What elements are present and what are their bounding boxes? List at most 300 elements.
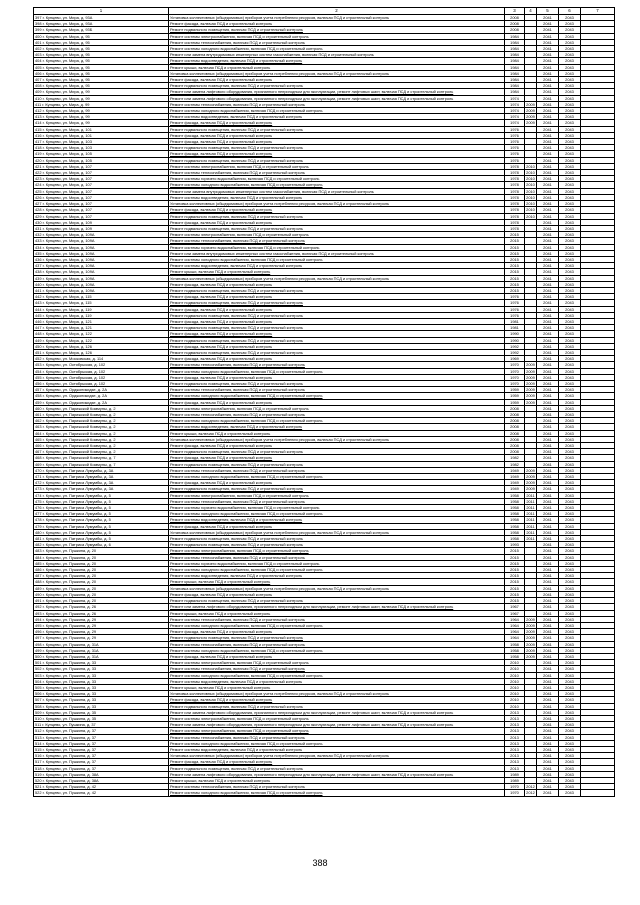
row-number: 492 <box>35 604 42 610</box>
row-work-type: Ремонт подвального помещения, включая ПСД и строительный контроль <box>169 349 505 355</box>
row-build-year: 1978 <box>505 170 525 176</box>
row-plan-start-year: 2041 <box>537 194 559 200</box>
row-plan-end-year: 2043 <box>559 151 581 157</box>
row-number: 477 <box>35 511 42 517</box>
row-plan-start-year: 2041 <box>537 449 559 455</box>
row-number: 444 <box>35 306 42 312</box>
row-build-year: 2008 <box>505 15 525 21</box>
row-build-year: 1976 <box>505 145 525 151</box>
row-number: 453 <box>35 362 42 368</box>
row-plan-start-year: 2041 <box>537 622 559 628</box>
row-plan-start-year: 2041 <box>537 492 559 498</box>
row-address: г. Кунцево, ул. Пушкина, д. 37 <box>42 753 97 759</box>
row-work-type: Ремонт системы холодного водоснабжения, включая ПСД и строительный контроль <box>169 182 505 188</box>
row-number: 470 <box>35 467 42 473</box>
row-address: г. Кунцево, ул. Пушкина, д. 20 <box>42 567 97 573</box>
row-address: г. Кунцево, ул. Пушкина, д. 37 <box>42 722 96 728</box>
row-plan-start-year: 2041 <box>537 567 559 573</box>
row-plan-start-year: 2041 <box>537 616 559 622</box>
row-number: 503 <box>35 672 42 678</box>
row-plan-end-year: 2043 <box>559 678 581 684</box>
row-plan-start-year: 2041 <box>537 771 559 777</box>
row-work-type: Ремонт или замена внутридомовых инженерных систем газоснабжения, включая ПСД и строительный контроль <box>169 188 505 194</box>
row-build-year: 1970 <box>505 362 525 368</box>
row-repair-year: 2010 <box>526 207 535 213</box>
row-build-year: 1959 <box>505 387 525 393</box>
row-plan-start-year: 2041 <box>537 598 559 604</box>
row-plan-end-year: 2043 <box>559 579 581 585</box>
row-build-year: 1982 <box>505 455 525 461</box>
row-address: г. Кунцево, ул. Мира, д. 99 <box>42 120 90 126</box>
row-plan-end-year: 2043 <box>559 380 581 386</box>
row-address: г. Кунцево, ул. Пушкина, д. 33 <box>42 697 97 703</box>
row-number: 497 <box>35 635 42 641</box>
row-address: г. Кунцево, ул. Мира, д. 109А <box>42 244 95 250</box>
row-number: 414 <box>35 120 42 126</box>
row-work-type: Ремонт системы холодного водоснабжения, включая ПСД и строительный контроль <box>169 393 505 399</box>
row-plan-start-year: 2041 <box>537 430 559 436</box>
row-work-type: Ремонт фасада, включая ПСД и строительный контроль <box>169 21 505 27</box>
row-repair-year: 2009 <box>526 368 535 374</box>
row-number: 431 <box>35 225 42 231</box>
row-plan-start-year: 2041 <box>537 573 559 579</box>
row-build-year: 1990 <box>505 337 525 343</box>
row-plan-end-year: 2043 <box>559 182 581 188</box>
row-plan-end-year: 2043 <box>559 480 581 486</box>
row-build-year: 1958 <box>505 511 525 517</box>
row-address: г. Кунцево, ул. Пушкина, д. 20 <box>42 573 97 579</box>
row-address: г. Кунцево, ул. Патриса Лумумбы, д. 5 <box>42 492 111 498</box>
row-number: 405 <box>35 64 42 70</box>
row-work-type: Ремонт фасада, включая ПСД и строительный контроль <box>169 294 505 300</box>
row-number: 410 <box>35 95 42 101</box>
row-build-year: 1978 <box>505 219 525 225</box>
row-plan-start-year: 2041 <box>537 64 559 70</box>
row-build-year: 1970 <box>505 790 525 796</box>
row-address: г. Кунцево, ул. Пушкина, д. 20 <box>42 585 97 591</box>
row-build-year: 2008 <box>505 430 525 436</box>
row-address: г. Кунцево, ул. Пушкина, д. 38А <box>42 771 99 777</box>
row-plan-end-year: 2043 <box>559 765 581 771</box>
row-repair-year: 2009 <box>526 374 535 380</box>
row-work-type: Ремонт крыши, включая ПСД и строительный контроль <box>169 269 505 275</box>
row-number: 495 <box>35 622 42 628</box>
row-work-type: Ремонт подвального помещения, включая ПСД и строительный контроль <box>169 765 505 771</box>
row-work-type: Ремонт системы электроснабжения, включая ПСД и строительный контроль <box>169 728 505 734</box>
row-plan-end-year: 2043 <box>559 281 581 287</box>
row-address: г. Кунцево, ул. Пушкина, д. 20 <box>42 560 97 566</box>
row-number: 513 <box>35 734 42 740</box>
row-address: г. Кунцево, ул. Мира, д. 105 <box>42 157 92 163</box>
row-build-year: 1967 <box>505 610 525 616</box>
row-plan-start-year: 2041 <box>537 300 559 306</box>
row-build-year: 1978 <box>505 182 525 188</box>
row-work-type: Ремонт фасада, включая ПСД и строительный контроль <box>169 480 505 486</box>
row-plan-start-year: 2041 <box>537 734 559 740</box>
row-work-type: Ремонт системы горячего водоснабжения, включая ПСД и строительный контроль <box>169 505 505 511</box>
row-plan-end-year: 2043 <box>559 114 581 120</box>
row-plan-end-year: 2043 <box>559 132 581 138</box>
row-plan-end-year: 2043 <box>559 287 581 293</box>
row-work-type: Ремонт подвального помещения, включая ПСД и строительный контроль <box>169 312 505 318</box>
row-number: 494 <box>35 616 42 622</box>
row-work-type: Ремонт или замена лифтового оборудования, признанного непригодным для эксплуатации, ремонт лифтовых шахт, включая ПСД и строительный контроль <box>169 722 505 728</box>
row-plan-end-year: 2043 <box>559 95 581 101</box>
row-plan-end-year: 2043 <box>559 666 581 672</box>
row-plan-end-year: 2043 <box>559 536 581 542</box>
row-plan-start-year: 2041 <box>537 331 559 337</box>
row-build-year: 1958 <box>505 505 525 511</box>
row-address: г. Кунцево, ул. Парижской Коммуны, д. 2 <box>42 430 116 436</box>
row-repair-year: 2011 <box>526 529 535 535</box>
row-work-type: Ремонт системы водоотведения, включая ПСД и строительный контроль <box>169 573 505 579</box>
row-repair-year: 2009 <box>526 474 535 480</box>
row-build-year: 1984 <box>505 70 525 76</box>
row-work-type: Ремонт крыши, включая ПСД и строительный контроль <box>169 610 505 616</box>
row-number: 409 <box>35 89 42 95</box>
row-work-type: Ремонт подвального помещения, включая ПСД и строительный контроль <box>169 461 505 467</box>
row-plan-end-year: 2043 <box>559 126 581 132</box>
row-work-type: Установка коллективных (общедомовых) приборов учета потребления ресурсов, включая ПСД и строительный контроль <box>169 585 505 591</box>
row-plan-end-year: 2043 <box>559 201 581 207</box>
row-address: г. Кунцево, ул. Мира, д. 109А <box>42 269 95 275</box>
row-work-type: Установка коллективных (общедомовых) приборов учета потребления ресурсов, включая ПСД и строительный контроль <box>169 691 505 697</box>
row-plan-start-year: 2041 <box>537 672 559 678</box>
row-plan-start-year: 2041 <box>537 436 559 442</box>
row-build-year: 2010 <box>505 703 525 709</box>
row-build-year: 2015 <box>505 269 525 275</box>
row-plan-end-year: 2043 <box>559 145 581 151</box>
row-build-year: 2015 <box>505 250 525 256</box>
row-address: г. Кунцево, ул. Пушкина, д. 26 <box>42 610 97 616</box>
row-work-type: Ремонт системы теплоснабжения, включая ПСД и строительный контроль <box>169 387 505 393</box>
row-work-type: Ремонт подвального помещения, включая ПСД и строительный контроль <box>169 337 505 343</box>
row-plan-end-year: 2043 <box>559 387 581 393</box>
row-work-type: Ремонт системы электроснабжения, включая ПСД и строительный контроль <box>169 715 505 721</box>
row-number: 469 <box>35 461 42 467</box>
row-address: г. Кунцево, ул. Мира, д. 107 <box>42 188 92 194</box>
row-plan-start-year: 2041 <box>537 15 559 21</box>
row-repair-year: 2010 <box>526 176 535 182</box>
row-number: 425 <box>35 188 42 194</box>
row-plan-end-year: 2043 <box>559 58 581 64</box>
row-address: г. Кунцево, ул. Мира, д. 95 <box>42 83 90 89</box>
row-number: 408 <box>35 83 42 89</box>
row-plan-end-year: 2043 <box>559 188 581 194</box>
row-plan-end-year: 2043 <box>559 610 581 616</box>
row-repair-year: 2011 <box>526 536 535 542</box>
row-plan-end-year: 2043 <box>559 300 581 306</box>
row-plan-end-year: 2043 <box>559 604 581 610</box>
row-number: 466 <box>35 443 42 449</box>
row-build-year: 1978 <box>505 194 525 200</box>
row-build-year: 1992 <box>505 349 525 355</box>
row-build-year: 1958 <box>505 641 525 647</box>
row-address: г. Кунцево, ул. Парижской Коммуны, д. 2 <box>42 424 116 430</box>
row-address: г. Кунцево, ул. Пушкина, д. 20 <box>42 579 97 585</box>
row-plan-start-year: 2041 <box>537 486 559 492</box>
row-repair-year: 2012 <box>526 784 535 790</box>
row-address: г. Кунцево, ул. Мира, д. 122 <box>42 331 92 337</box>
row-build-year: 1978 <box>505 201 525 207</box>
row-number: 422 <box>35 170 42 176</box>
row-work-type: Ремонт или замена лифтового оборудования, признанного непригодным для эксплуатации, ремонт лифтовых шахт, включая ПСД и строительный контроль <box>169 89 505 95</box>
row-address: г. Кунцево, ул. Мира, д. 95 <box>42 70 90 76</box>
row-build-year: 2010 <box>505 697 525 703</box>
row-work-type: Ремонт подвального помещения, включая ПСД и строительный контроль <box>169 380 505 386</box>
row-build-year: 1959 <box>505 399 525 405</box>
row-plan-end-year: 2043 <box>559 108 581 114</box>
column-number-row <box>34 8 615 15</box>
row-work-type: Ремонт системы холодного водоснабжения, включая ПСД и строительный контроль <box>169 368 505 374</box>
row-plan-end-year: 2043 <box>559 250 581 256</box>
row-plan-start-year: 2041 <box>537 27 559 33</box>
row-work-type: Ремонт системы горячего водоснабжения, включая ПСД и строительный контроль <box>169 244 505 250</box>
row-work-type: Ремонт подвального помещения, включая ПСД и строительный контроль <box>169 536 505 542</box>
row-number: 429 <box>35 213 42 219</box>
row-plan-start-year: 2041 <box>537 349 559 355</box>
row-build-year: 2015 <box>505 598 525 604</box>
table-row <box>34 790 615 796</box>
row-number: 483 <box>35 548 42 554</box>
row-build-year: 2015 <box>505 238 525 244</box>
row-plan-start-year: 2041 <box>537 77 559 83</box>
row-number: 519 <box>35 771 42 777</box>
row-plan-start-year: 2041 <box>537 610 559 616</box>
row-number: 473 <box>35 486 42 492</box>
row-build-year: 1984 <box>505 77 525 83</box>
row-address: г. Кунцево, ул. Пушкина, д. 37 <box>42 734 97 740</box>
row-plan-end-year: 2043 <box>559 740 581 746</box>
row-repair-year: 2009 <box>526 653 535 659</box>
row-number: 468 <box>35 455 42 461</box>
row-plan-start-year: 2041 <box>537 591 559 597</box>
row-build-year: 2015 <box>505 554 525 560</box>
row-build-year: 1978 <box>505 207 525 213</box>
row-build-year: 1970 <box>505 374 525 380</box>
row-number: 485 <box>35 560 42 566</box>
row-address: г. Кунцево, ул. Мира, д. 122 <box>42 337 92 343</box>
row-plan-end-year: 2043 <box>559 15 581 21</box>
row-work-type: Ремонт фасада, включая ПСД и строительный контроль <box>169 629 505 635</box>
row-build-year: 1978 <box>505 225 525 231</box>
row-work-type: Ремонт системы теплоснабжения, включая ПСД и строительный контроль <box>169 238 505 244</box>
row-plan-start-year: 2041 <box>537 746 559 752</box>
row-work-type: Установка коллективных (общедомовых) приборов учета потребления ресурсов, включая ПСД и строительный контроль <box>169 70 505 76</box>
row-plan-start-year: 2041 <box>537 132 559 138</box>
row-number: 465 <box>35 436 42 442</box>
row-work-type: Установка коллективных (общедомовых) приборов учета потребления ресурсов, включая ПСД и строительный контроль <box>169 753 505 759</box>
row-number: 418 <box>35 145 42 151</box>
row-address: г. Кунцево, ул. Мира, д. 99 <box>42 101 90 107</box>
row-plan-end-year: 2043 <box>559 529 581 535</box>
row-address: г. Кунцево, ул. Пушкина, д. 33 <box>42 691 97 697</box>
row-work-type: Ремонт подвального помещения, включая ПСД и строительный контроль <box>169 635 505 641</box>
row-plan-start-year: 2041 <box>537 219 559 225</box>
row-number: 402 <box>35 46 42 52</box>
row-plan-start-year: 2041 <box>537 666 559 672</box>
row-number: 463 <box>35 424 42 430</box>
row-number: 445 <box>35 312 42 318</box>
row-number: 514 <box>35 740 42 746</box>
column-number: 5 <box>537 8 559 15</box>
row-work-type: Ремонт подвального помещения, включая ПСД и строительный контроль <box>169 83 505 89</box>
row-number: 501 <box>35 660 42 666</box>
row-address: г. Кунцево, ул. Орджоникидзе, д. 2А <box>42 399 107 405</box>
row-plan-end-year: 2043 <box>559 368 581 374</box>
row-build-year: 1958 <box>505 529 525 535</box>
row-address: г. Кунцево, ул. Мира, д. 103 <box>42 139 92 145</box>
row-repair-year: 2011 <box>526 498 535 504</box>
row-plan-end-year: 2043 <box>559 325 581 331</box>
row-plan-start-year: 2041 <box>537 163 559 169</box>
row-build-year: 1974 <box>505 114 525 120</box>
row-work-type: Установка коллективных (общедомовых) приборов учета потребления ресурсов, включая ПСД и строительный контроль <box>169 529 505 535</box>
row-number: 472 <box>35 480 42 486</box>
row-repair-year: 2009 <box>526 101 535 107</box>
row-plan-start-year: 2041 <box>537 89 559 95</box>
row-plan-start-year: 2041 <box>537 467 559 473</box>
row-address: г. Кунцево, ул. Патриса Лумумбы, д. 3А <box>42 467 114 473</box>
row-plan-start-year: 2041 <box>537 101 559 107</box>
row-plan-start-year: 2041 <box>537 529 559 535</box>
row-number: 397 <box>35 15 42 20</box>
row-plan-end-year: 2043 <box>559 660 581 666</box>
row-plan-end-year: 2043 <box>559 176 581 182</box>
row-build-year: 2008 <box>505 424 525 430</box>
row-plan-start-year: 2041 <box>537 176 559 182</box>
row-number: 421 <box>35 163 42 169</box>
row-address: г. Кунцево, ул. Мира, д. 95 <box>42 58 90 64</box>
row-repair-year: 2011 <box>526 523 535 529</box>
row-build-year: 1949 <box>505 467 525 473</box>
row-repair-year: 2009 <box>526 399 535 405</box>
row-work-type: Ремонт фасада, включая ПСД и строительный контроль <box>169 523 505 529</box>
row-build-year: 1984 <box>505 64 525 70</box>
row-plan-end-year: 2043 <box>559 486 581 492</box>
row-work-type: Ремонт системы электроснабжения, включая ПСД и строительный контроль <box>169 492 505 498</box>
row-work-type: Ремонт системы электроснабжения, включая ПСД и строительный контроль <box>169 548 505 554</box>
row-work-type: Установка коллективных (общедомовых) приборов учета потребления ресурсов, включая ПСД и строительный контроль <box>169 15 505 21</box>
row-address: г. Кунцево, ул. Парижской Коммуны, д. 2 <box>42 436 116 442</box>
row-build-year: 2015 <box>505 573 525 579</box>
row-build-year: 2010 <box>505 666 525 672</box>
row-work-type: Ремонт подвального помещения, включая ПСД и строительный контроль <box>169 325 505 331</box>
row-number: 439 <box>35 275 42 281</box>
row-repair-year: 2009 <box>526 480 535 486</box>
row-number: 454 <box>35 368 42 374</box>
row-blank-cell <box>581 790 615 796</box>
row-work-type: Ремонт системы электроснабжения, включая ПСД и строительный контроль <box>169 33 505 39</box>
row-plan-start-year: 2041 <box>537 728 559 734</box>
row-number: 426 <box>35 194 42 200</box>
row-plan-start-year: 2041 <box>537 740 559 746</box>
row-plan-end-year: 2043 <box>559 511 581 517</box>
row-work-type: Ремонт системы теплоснабжения, включая ПСД и строительный контроль <box>169 734 505 740</box>
row-plan-start-year: 2041 <box>537 647 559 653</box>
row-number: 413 <box>35 114 42 120</box>
row-number: 448 <box>35 331 42 337</box>
row-address: г. Кунцево, ул. Мира, д. 107 <box>42 207 92 213</box>
row-work-type: Ремонт фасада, включая ПСД и строительный контроль <box>169 591 505 597</box>
row-plan-start-year: 2041 <box>537 443 559 449</box>
row-number: 455 <box>35 374 42 380</box>
row-plan-end-year: 2043 <box>559 294 581 300</box>
row-build-year: 1982 <box>505 461 525 467</box>
row-address: г. Кунцево, ул. Мира, д. 109 <box>42 225 92 231</box>
row-work-type: Ремонт или замена внутридомовых инженерных систем газоснабжения, включая ПСД и строительный контроль <box>169 52 505 58</box>
row-repair-year: 2009 <box>526 622 535 628</box>
row-build-year: 1974 <box>505 95 525 101</box>
row-build-year: 1969 <box>505 356 525 362</box>
row-plan-start-year: 2041 <box>537 424 559 430</box>
row-address: г. Кунцево, ул. Пушкина, д. 29 <box>42 622 97 628</box>
row-plan-end-year: 2043 <box>559 275 581 281</box>
column-number: 4 <box>525 8 537 15</box>
row-plan-start-year: 2041 <box>537 250 559 256</box>
row-address: г. Кунцево, ул. Мира, д. 126 <box>42 343 92 349</box>
row-number: 403 <box>35 52 42 58</box>
row-number: 399 <box>35 27 42 33</box>
row-build-year: 2013 <box>505 722 525 728</box>
row-plan-start-year: 2041 <box>537 511 559 517</box>
row-work-type: Ремонт фасада, включая ПСД и строительный контроль <box>169 653 505 659</box>
row-address: г. Кунцево, ул. Пушкина, д. 33 <box>42 666 97 672</box>
row-number: 456 <box>35 380 42 386</box>
row-number: 464 <box>35 430 42 436</box>
row-number: 419 <box>35 151 42 157</box>
row-number: 442 <box>35 294 42 300</box>
row-address: г. Кунцево, ул. Мира, д. 126 <box>42 349 92 355</box>
row-work-type: Ремонт системы водоотведения, включая ПСД и строительный контроль <box>169 194 505 200</box>
row-work-type: Ремонт системы холодного водоснабжения, включая ПСД и строительный контроль <box>169 647 505 653</box>
row-plan-start-year: 2041 <box>537 548 559 554</box>
row-work-type: Ремонт системы электроснабжения, включая ПСД и строительный контроль <box>169 163 505 169</box>
row-plan-start-year: 2041 <box>537 275 559 281</box>
row-number: 511 <box>35 722 42 728</box>
row-number: 411 <box>35 101 42 107</box>
row-build-year: 1981 <box>505 325 525 331</box>
row-number: 496 <box>35 629 42 635</box>
row-build-year: 2010 <box>505 660 525 666</box>
row-number: 500 <box>35 653 42 659</box>
row-plan-end-year: 2043 <box>559 715 581 721</box>
row-number: 504 <box>35 678 42 684</box>
row-work-type: Ремонт системы холодного водоснабжения, включая ПСД и строительный контроль <box>169 46 505 52</box>
row-address: г. Кунцево, ул. Мира, д. 95 <box>42 46 90 52</box>
row-repair-year: 2011 <box>526 517 535 523</box>
row-build-year: 1949 <box>505 480 525 486</box>
row-plan-end-year: 2043 <box>559 598 581 604</box>
row-plan-start-year: 2041 <box>537 145 559 151</box>
row-build-year: 2015 <box>505 591 525 597</box>
row-number: 484 <box>35 554 42 560</box>
row-address: г. Кунцево, ул. Пушкина, д. 33 <box>42 684 97 690</box>
row-address: г. Кунцево, ул. Октябрьская, д. 102 <box>42 368 106 374</box>
row-build-year: 1970 <box>505 784 525 790</box>
row-plan-end-year: 2043 <box>559 759 581 765</box>
row-build-year: 2010 <box>505 691 525 697</box>
row-build-year: 2008 <box>505 27 525 33</box>
row-number: 520 <box>35 777 42 783</box>
row-number: 398 <box>35 21 42 27</box>
row-plan-end-year: 2043 <box>559 21 581 27</box>
row-repair-year: 2011 <box>526 511 535 517</box>
row-address: г. Кунцево, ул. Пушкина, д. 31А <box>42 653 99 659</box>
row-work-type: Ремонт системы водоотведения, включая ПСД и строительный контроль <box>169 58 505 64</box>
row-plan-end-year: 2043 <box>559 641 581 647</box>
row-work-type: Ремонт подвального помещения, включая ПСД и строительный контроль <box>169 598 505 604</box>
